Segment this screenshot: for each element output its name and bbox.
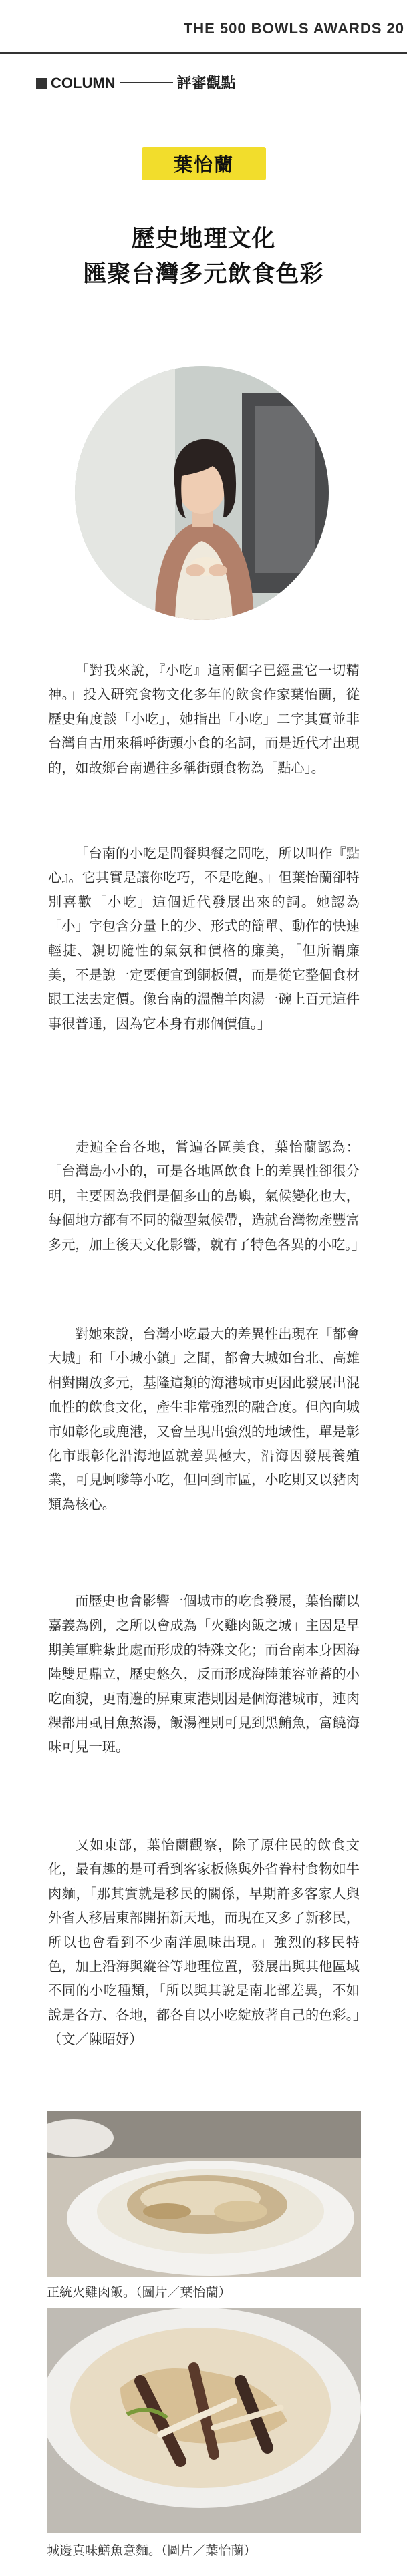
author-name-badge: 葉怡蘭 bbox=[142, 147, 266, 180]
turkey-rice-photo bbox=[47, 2111, 361, 2277]
paragraph-6-text: 又如東部，葉怡蘭觀察，除了原住民的飲食文化，最有趣的是可看到客家板條與外省眷村食物如牛肉麵，「那其實就是移民的關係，早期許多客家人與外省人移居東部開拓新天地，而現在又多了新移民，所以也會看到不少南洋風味出現。」強烈的移民特色，加上沿海與縱谷等地理位置，發展出與其他區域不同的小吃種類，「所以與其說是南北部差異，不如說是各方、各地，都各自以小吃綻放著自己的色彩。」（文／陳昭妤） bbox=[48, 1837, 360, 2048]
author-portrait bbox=[75, 366, 329, 620]
header-rule bbox=[0, 52, 407, 54]
eel-noodle-photo bbox=[47, 2308, 361, 2533]
paragraph-4-text: 對她來說，台灣小吃最大的差異性出現在「都會大城」和「小城小鎮」之間，都會大城如台北、高雄相對開放多元，基隆這類的海港城市更因此發展出混血性的飲食文化，產生非常強烈的融合度。但內向城市如彰化或鹿港，又會呈現出強烈的地域性，單是彰化市跟彰化沿海地區就差異極大，沿海因發展養殖業，可見蚵嗲等小吃，但回到市區，小吃則又以豬肉類為核心。 bbox=[48, 1326, 360, 1512]
paragraph-2-text: 「台南的小吃是間餐與餐之間吃，所以叫作『點心』。它其實是讓你吃巧，不是吃飽。」但葉怡蘭卻特別喜歡「小吃」這個近代發展出來的詞。她認為「小」字包含分量上的少、形式的簡單、動作的快速輕捷、親切隨性的氣氛和價格的廉美，「但所謂廉美，不是說一定要便宜到銅板價，而是從它整個食材跟工法去定價。像台南的溫體羊肉湯一碗上百元這件事很普通，因為它本身有那個價值。」 bbox=[48, 845, 360, 1032]
headline-line-1: 歷史地理文化 bbox=[131, 226, 276, 252]
photo-caption-2: 城邊真味鱔魚意麵。（圖片／葉怡蘭） bbox=[47, 2543, 257, 2558]
square-bullet-icon bbox=[36, 78, 47, 89]
paragraph-1-text: 「對我來說，『小吃』這兩個字已經畫它一切精神。」投入研究食物文化多年的飲食作家葉怡蘭，從歷史角度談「小吃」，她指出「小吃」二字其實並非台灣自古用來稱呼街頭小食的名詞，而是近代才出現的，如故鄉台南過往多稱街頭食物為「點心」。 bbox=[48, 662, 360, 776]
paragraph-2 bbox=[48, 841, 360, 1036]
divider bbox=[120, 82, 173, 83]
column-tag bbox=[36, 72, 236, 93]
paragraph-6 bbox=[48, 1833, 360, 2052]
paragraph-3-text: 走遍全台各地，嘗遍各區美食，葉怡蘭認為：「台灣島小小的，可是各地區飲食上的差異性卻很分明，主要因為我們是個多山的島嶼，氣候變化也大，每個地方都有不同的微型氣候帶，造就台灣物產豐富多元，加上後天文化影響，就有了特色各異的小吃。」 bbox=[48, 1139, 366, 1253]
paragraph-3 bbox=[48, 1135, 366, 1257]
magazine-header bbox=[0, 0, 407, 53]
paragraph-5-text: 而歷史也會影響一個城市的吃食發展，葉怡蘭以嘉義為例，之所以會成為「火雞肉飯之城」主因是早期美軍駐紮此處而形成的特殊文化；而台南本身因海陸雙足鼎立，歷史悠久，反而形成海陸兼容並蓄的小吃面貌，更南邊的屏東東港則因是個海港城市，連肉粿都用虱目魚熬湯，飯湯裡則可見到黑鮪魚，富饒海味可見一斑。 bbox=[48, 1593, 360, 1755]
paragraph-5 bbox=[48, 1589, 360, 1759]
paragraph-4 bbox=[48, 1322, 360, 1516]
column-category: 評審觀點 bbox=[176, 75, 236, 92]
header-title: THE 500 BOWLS AWARDS 20 bbox=[183, 20, 404, 37]
headline-line-2: 匯聚台灣多元飲食色彩 bbox=[83, 261, 324, 288]
column-label: COLUMN bbox=[51, 75, 116, 91]
paragraph-1 bbox=[48, 658, 360, 780]
photo-caption-1: 正統火雞肉飯。（圖片／葉怡蘭） bbox=[47, 2285, 231, 2300]
